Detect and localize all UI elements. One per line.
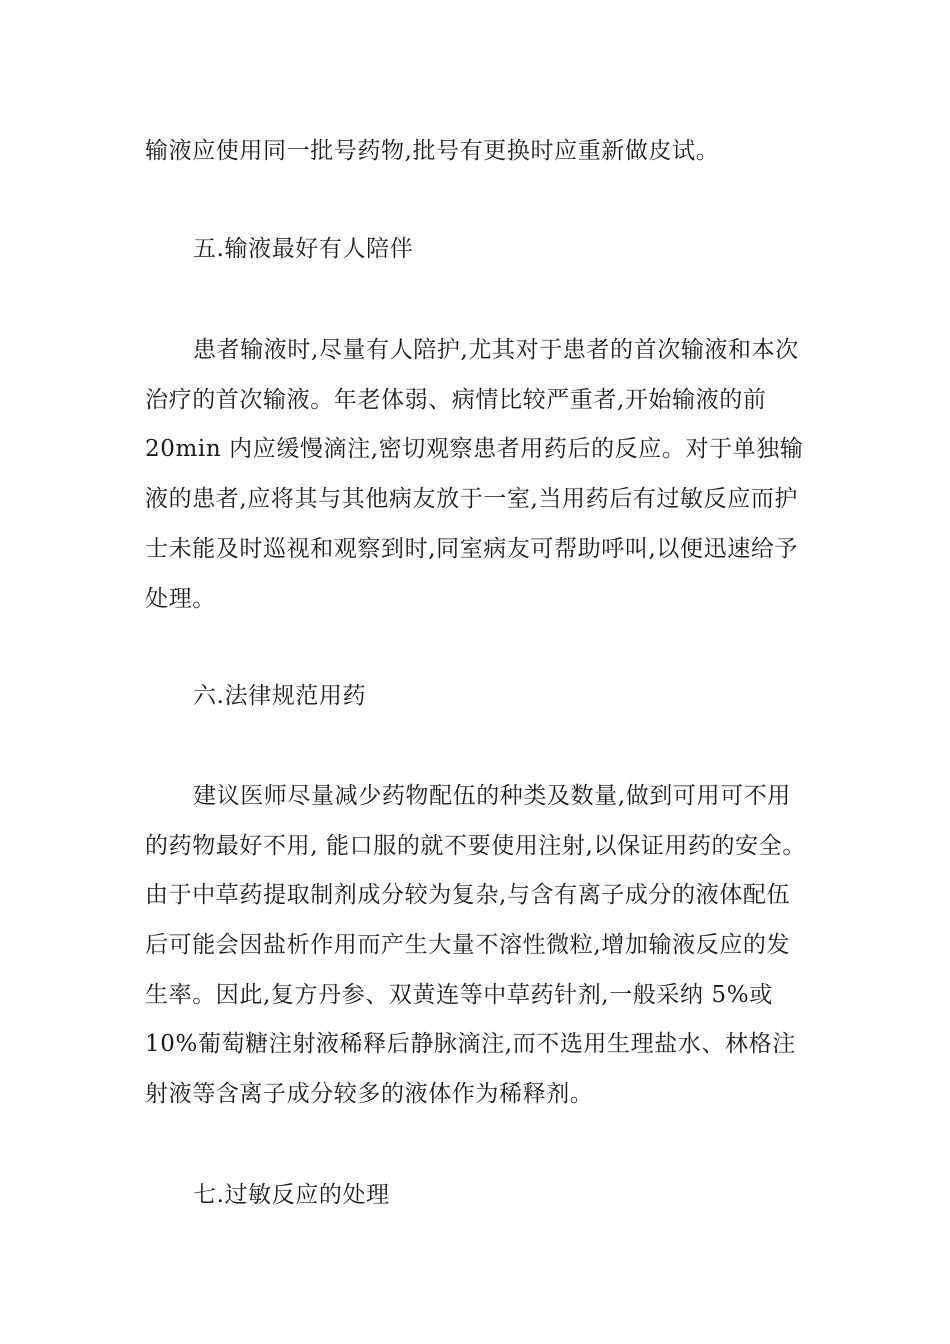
section-6-paragraph-line: 建议医师尽量减少药物配伍的种类及数量,做到可用可不用	[193, 783, 791, 809]
continuation-line: 输液应使用同一批号药物,批号有更换时应重新做皮试。	[145, 138, 720, 164]
section-6-paragraph-line: 10%葡萄糖注射液稀释后静脉滴注,而不选用生理盐水、林格注	[145, 1031, 796, 1057]
section-6-paragraph-line: 后可能会因盐析作用而产生大量不溶性微粒,增加输液反应的发	[145, 932, 791, 958]
section-6-paragraph-line: 的药物最好不用, 能口服的就不要使用注射,以保证用药的安全。	[145, 833, 806, 859]
section-6-paragraph-line: 生率。因此,复方丹参、双黄连等中草药针剂,一般采纳 5%或	[145, 982, 773, 1008]
section-5-paragraph-line: 患者输液时,尽量有人陪护,尤其对于患者的首次输液和本次	[193, 337, 799, 363]
section-6-paragraph-line: 由于中草药提取制剂成分较为复杂,与含有离子成分的液体配伍	[145, 882, 791, 908]
section-5-paragraph-line: 士未能及时巡视和观察到时,同室病友可帮助呼叫,以便迅速给予	[145, 536, 799, 562]
section-5-paragraph-line: 处理。	[145, 586, 216, 612]
section-6-paragraph-line: 射液等含离子成分较多的液体作为稀释剂。	[145, 1081, 594, 1107]
section-5-heading: 五.输液最好有人陪伴	[193, 236, 414, 262]
section-5-paragraph-line: 20min 内应缓慢滴注,密切观察患者用药后的反应。对于单独输	[145, 436, 804, 462]
section-7-heading: 七.过敏反应的处理	[193, 1182, 390, 1208]
section-5-paragraph-line: 液的患者,应将其与其他病友放于一室,当用药后有过敏反应而护	[145, 486, 799, 512]
section-5-paragraph-line: 治疗的首次输液。年老体弱、病情比较严重者,开始输液的前	[145, 387, 767, 413]
section-6-heading: 六.法律规范用药	[193, 683, 367, 709]
